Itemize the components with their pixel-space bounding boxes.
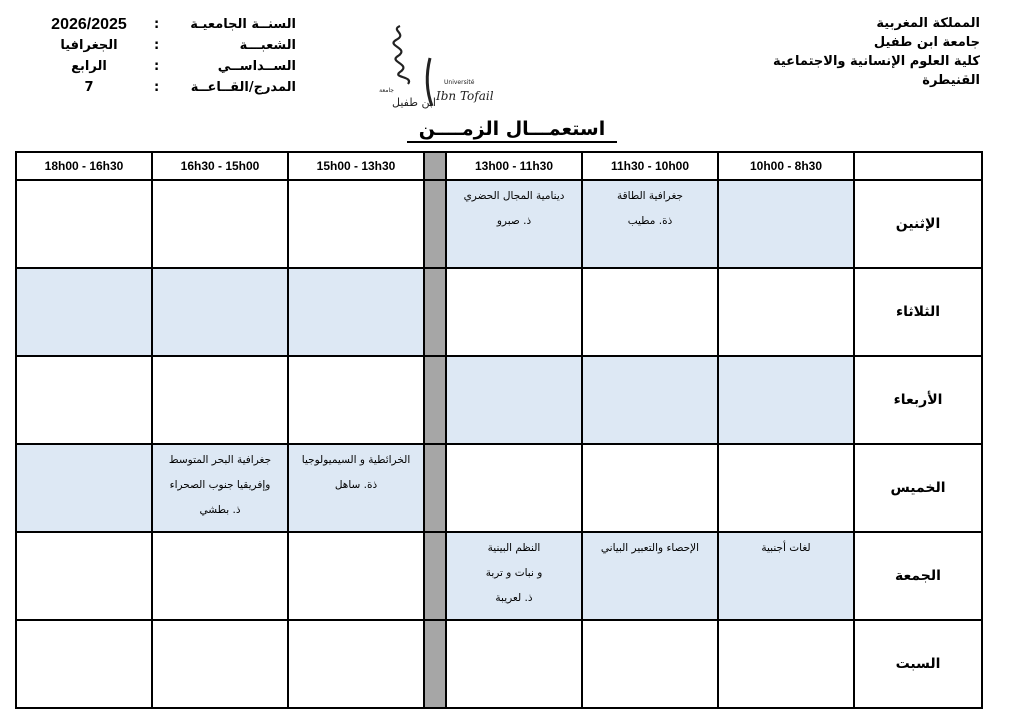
course-line: الخرائطية و السيميولوجيا [301,454,411,466]
info-row-program: الجغرافيا : الشعبـــة [30,35,300,56]
lunch-separator [424,180,446,268]
lunch-separator [424,532,446,620]
day-row [16,180,982,268]
schedule-cell [582,180,718,268]
schedule-cell [288,268,424,356]
day-label: الجمعة [854,532,982,620]
schedule-cell [446,444,582,532]
schedule-cell [16,620,152,708]
day-column-header [854,152,982,180]
day-label: الإثنين [854,180,982,268]
schedule-cell [16,268,152,356]
lunch-separator [424,152,446,180]
svg-text:جامعة: جامعة [379,87,394,94]
schedule-cell [582,532,718,620]
program-value: الجغرافيا [60,38,118,53]
instructor-name: ذة. ساهل [334,479,378,491]
semester-value: الرابع [71,59,107,74]
info-row-year: 2026/2025 : السنــة الجامعيـة [30,14,300,35]
schedule-cell [718,620,854,708]
course-line: و نبات و تربة [485,567,543,579]
day-row [16,268,982,356]
course-line: النظم البينية [487,542,541,554]
schedule-cell [582,620,718,708]
course-line: الإحصاء والتعبير البياني [600,542,700,554]
time-slot-header: 13h00 - 11h30 [446,152,582,180]
faculty-label: كلية العلوم الإنسانية والاجتماعية [772,54,980,69]
instructor-name: ذة. مطيب [627,215,673,227]
schedule-cell [582,268,718,356]
course-line: جغرافية البحر المتوسط [168,454,272,466]
schedule-cell [16,532,152,620]
timetable [15,151,983,709]
schedule-cell [152,444,288,532]
kingdom-label: المملكة المغربية [876,16,980,31]
schedule-cell [288,620,424,708]
day-row [16,444,982,532]
schedule-cell [288,180,424,268]
time-slot-header: 16h30 - 15h00 [152,152,288,180]
lunch-separator [424,356,446,444]
schedule-cell [152,356,288,444]
schedule-cell [288,532,424,620]
schedule-cell [718,268,854,356]
schedule-cell [16,356,152,444]
course-line: دينامية المجال الحضري [463,190,565,202]
city-label: القنيطرة [922,73,980,88]
lunch-separator [424,444,446,532]
schedule-cell [582,356,718,444]
schedule-cell [718,532,854,620]
instructor-name: ذ. بطشي [199,504,241,516]
svg-text:Ibn Tofail: Ibn Tofail [436,89,494,103]
time-slot-header: 11h30 - 10h00 [582,152,718,180]
academic-year-value: 2026/2025 [51,16,127,33]
schedule-cell [446,356,582,444]
semester-label: الســداســي [217,59,296,74]
day-label: الأربعاء [854,356,982,444]
time-slot-header: 18h00 - 16h30 [16,152,152,180]
instructor-name: ذ. صبرو [496,215,532,227]
program-label: الشعبـــة [239,38,296,53]
instructor-name: ذ. لعريبة [495,592,533,604]
schedule-cell [718,444,854,532]
time-slot-header: 10h00 - 8h30 [718,152,854,180]
program-info [30,14,300,98]
lunch-separator [424,268,446,356]
schedule-cell [718,180,854,268]
svg-text:Université: Université [444,79,475,86]
schedule-cell [446,268,582,356]
schedule-cell [16,180,152,268]
course-line: وإفريقيا جنوب الصحراء [169,479,271,491]
day-label: السبت [854,620,982,708]
page-title: استعمـــال الزمــــن [0,118,1024,143]
schedule-cell [446,620,582,708]
university-label: جامعة ابن طفيل [873,35,980,50]
course-line: جغرافية الطاقة [617,190,683,202]
schedule-cell [152,268,288,356]
schedule-cell [582,444,718,532]
day-row [16,532,982,620]
course-line: لغات أجنبية [761,542,811,554]
day-row [16,356,982,444]
day-row [16,620,982,708]
lunch-separator [424,620,446,708]
svg-text:ابن طفيل: ابن طفيل [392,96,436,109]
institution-header [680,14,980,90]
day-label: الثلاثاء [854,268,982,356]
schedule-cell [718,356,854,444]
schedule-cell [152,180,288,268]
schedule-cell [16,444,152,532]
info-row-semester: الرابع : الســداســي [30,56,300,77]
academic-year-label: السنــة الجامعيـة [190,17,296,32]
schedule-cell [152,532,288,620]
room-label: المدرج/القــاعــة [190,80,296,95]
schedule-cell [446,532,582,620]
university-logo [379,14,502,118]
schedule-cell [152,620,288,708]
room-value: 7 [84,80,94,95]
day-label: الخميس [854,444,982,532]
time-slot-header: 15h00 - 13h30 [288,152,424,180]
schedule-cell [446,180,582,268]
time-header-row [16,152,982,180]
schedule-cell [288,444,424,532]
info-row-room: 7 : المدرج/القــاعــة [30,77,300,98]
schedule-cell [288,356,424,444]
